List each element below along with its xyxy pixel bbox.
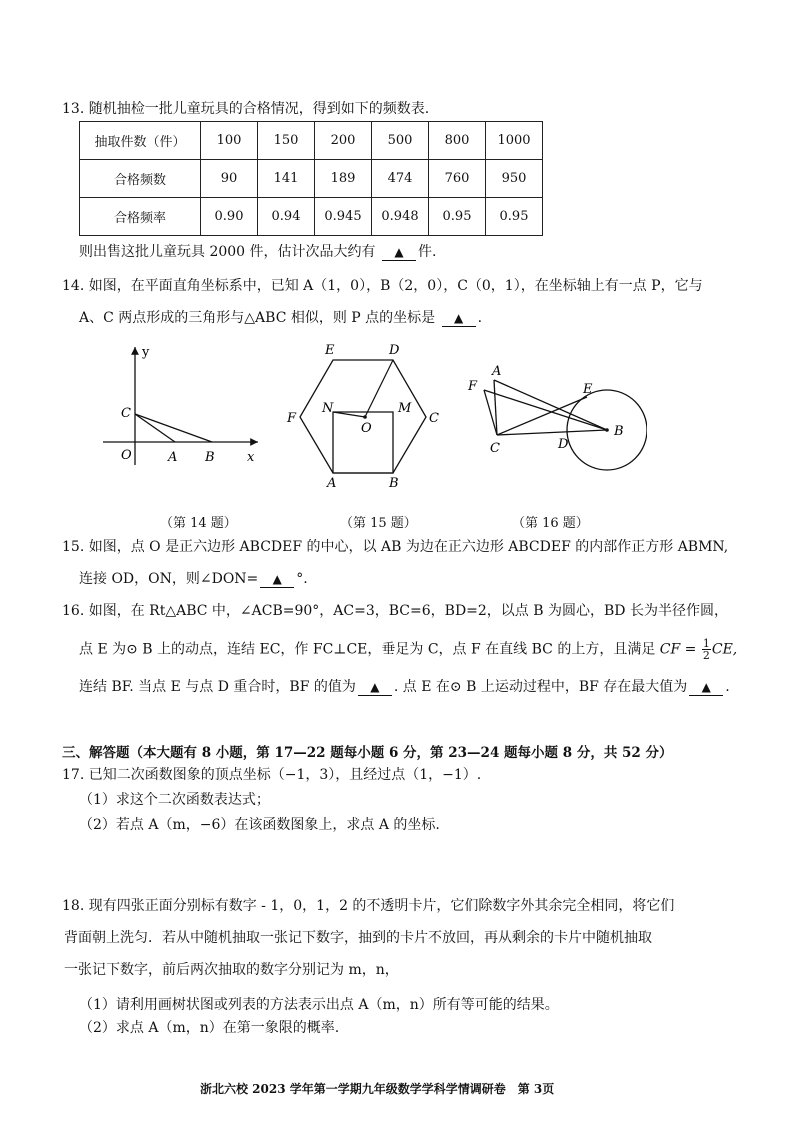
fig15-label-m: M <box>398 401 412 416</box>
table-cell: 0.95 <box>429 198 486 236</box>
table-cell: 1000 <box>486 122 543 160</box>
q17-part1: （1）求这个二次函数表达式； <box>79 792 270 808</box>
section-3-title: 三、解答题（本大题有 8 小题，第 17—22 题每小题 6 分，第 23—24 题每小题 8 分，共 52 分） <box>62 745 673 761</box>
q18-part1: （1）请利用画树状图或列表的方法表示出点 A（m，n）所有等可能的结果。 <box>79 997 559 1013</box>
fig16-label-d: D <box>558 437 569 452</box>
q15-line2-suffix: °. <box>296 571 308 587</box>
q13-ask-text: 则出售这批儿童玩具 2000 件，估计次品大约有 <box>79 244 376 260</box>
table-cell: 474 <box>372 160 429 198</box>
figure-15 <box>285 340 445 490</box>
q16-math-ce: CE, <box>711 641 738 658</box>
q15-line1: 15. 如图，点 O 是正六边形 ABCDEF 的中心，以 AB 为边在正六边形 ABCDEF 的内部作正方形 ABMN, <box>62 539 729 555</box>
row-header: 合格频数 <box>80 160 201 198</box>
q15-line2 <box>79 570 308 588</box>
q14-line2-text: A、C 两点形成的三角形与△ABC 相似，则 P 点的坐标是 <box>79 310 436 326</box>
q15-line2-text: 连接 OD，ON，则∠DON= <box>79 571 259 587</box>
fig14-label-x: x <box>247 450 255 465</box>
blank-mark: ▲ <box>454 311 464 325</box>
table-cell: 0.95 <box>486 198 543 236</box>
q18-line2: 背面朝上洗匀．若从中随机抽取一张记下数字，抽到的卡片不放回，再从剩余的卡片中随机抽取 <box>64 930 652 946</box>
table-cell: 760 <box>429 160 486 198</box>
table-row <box>80 122 543 160</box>
table-cell: 0.948 <box>372 198 429 236</box>
fig14-label-b: B <box>205 450 215 465</box>
fig15-label-d: D <box>389 343 400 358</box>
q16-line2 <box>79 638 737 661</box>
blank-mark: ▲ <box>272 572 282 586</box>
segment-ce <box>497 397 587 435</box>
q16-line3 <box>79 678 730 696</box>
q14-line2: A、C 两点形成的三角形与△ABC 相似，则 P 点的坐标是 ▲ . <box>79 310 483 326</box>
center-point <box>605 428 609 432</box>
caption-fig16: （第 16 题） <box>512 516 589 531</box>
q18-part2: （2）求点 A（m，n）在第一象限的概率. <box>79 1020 340 1036</box>
answer-blank[interactable] <box>382 244 416 261</box>
fig16-label-b: B <box>614 424 624 439</box>
blank-mark: ▲ <box>701 680 711 694</box>
fig14-label-c: C <box>121 406 131 421</box>
fig14-label-a: A <box>168 450 178 465</box>
q16-line3-text-c: . <box>725 679 730 695</box>
fig14-label-o: O <box>121 448 132 463</box>
table-cell: 0.945 <box>315 198 372 236</box>
fraction-denominator: 2 <box>702 649 710 662</box>
q16-math-cf: CF = <box>659 641 697 658</box>
q16-line3-text-b: . 点 E 在⊙ B 上运动过程中，BF 存在最大值为 <box>393 679 688 695</box>
fig15-label-a: A <box>327 476 337 490</box>
fig15-label-o: O <box>361 421 372 436</box>
figure-14 <box>95 335 270 470</box>
table-cell: 950 <box>486 160 543 198</box>
table-row <box>80 160 543 198</box>
q16-line1: 16. 如图，在 Rt△ABC 中，∠ACB=90°，AC=3，BC=6，BD=2，以点 B 为圆心，BD 长为半径作圆， <box>62 603 728 619</box>
table-cell: 0.90 <box>201 198 258 236</box>
q16-line3-text-a: 连结 BF. 当点 E 与点 D 重合时，BF 的值为 <box>79 679 356 695</box>
row-header: 抽取件数（件） <box>80 122 201 160</box>
fraction-one-half <box>702 638 711 661</box>
fig16-label-c: C <box>490 441 500 456</box>
fraction-numerator: 1 <box>702 637 710 650</box>
segment-od <box>365 360 393 417</box>
q16-line2-text: 点 E 为⊙ B 上的动点，连结 EC，作 FC⊥CE，垂足为 C，点 F 在直线 BC 的上方，且满足 <box>79 641 656 658</box>
fig15-label-b: B <box>389 476 399 490</box>
q14-line1: 14. 如图，在平面直角坐标系中，已知 A（1，0），B（2，0），C（0，1），在坐标轴上有一点 P，它与 <box>62 278 703 294</box>
answer-blank[interactable] <box>358 679 392 696</box>
fig16-label-e: E <box>583 382 593 397</box>
caption-fig14: （第 14 题） <box>160 516 237 531</box>
q18-line1: 18. 现有四张正面分别标有数字 - 1，0，1，2 的不透明卡片，它们除数字外其余完全相同，将它们 <box>62 898 675 914</box>
table-cell: 100 <box>201 122 258 160</box>
table-cell: 141 <box>258 160 315 198</box>
table-cell: 189 <box>315 160 372 198</box>
fig16-label-f: F <box>468 379 478 394</box>
figure-16 <box>462 355 647 485</box>
table-row <box>80 198 543 236</box>
blank-mark: ▲ <box>370 680 380 694</box>
q17-part2: （2）若点 A（m，−6）在该函数图象上，求点 A 的坐标. <box>79 817 440 833</box>
table-cell: 90 <box>201 160 258 198</box>
segment-cb <box>497 430 607 435</box>
segment-ca <box>135 414 175 442</box>
table-cell: 500 <box>372 122 429 160</box>
caption-fig15: （第 15 题） <box>340 516 417 531</box>
answer-blank[interactable] <box>442 310 476 327</box>
fig15-label-f: F <box>287 411 297 426</box>
q13-ask-suffix: 件. <box>417 244 437 260</box>
answer-blank[interactable] <box>689 679 723 696</box>
table-cell: 0.94 <box>258 198 315 236</box>
q13-stem: 13. 随机抽检一批儿童玩具的合格情况，得到如下的频数表. <box>62 101 430 117</box>
fig16-label-a: A <box>492 364 502 379</box>
blank-mark: ▲ <box>394 245 404 259</box>
table-cell: 150 <box>258 122 315 160</box>
center-point <box>363 415 367 419</box>
segment-cb <box>135 414 212 442</box>
fig15-label-c: C <box>429 411 439 426</box>
fig14-label-y: y <box>142 345 150 360</box>
answer-blank[interactable] <box>260 571 294 588</box>
fig15-label-e: E <box>325 343 335 358</box>
table-cell: 800 <box>429 122 486 160</box>
table-cell: 200 <box>315 122 372 160</box>
q17-stem: 17. 已知二次函数图象的顶点坐标（−1，3），且经过点（1，−1）. <box>62 767 482 783</box>
segment-on <box>333 412 365 417</box>
frequency-table <box>79 121 543 236</box>
row-header: 合格频率 <box>80 198 201 236</box>
q13-ask <box>79 243 436 261</box>
fig15-label-n: N <box>322 401 334 416</box>
q18-line3: 一张记下数字，前后两次抽取的数字分别记为 m，n， <box>64 962 399 978</box>
page-footer: 浙北六校 2023 学年第一学期九年级数学学科学情调研卷 第 3页 <box>200 1082 555 1096</box>
